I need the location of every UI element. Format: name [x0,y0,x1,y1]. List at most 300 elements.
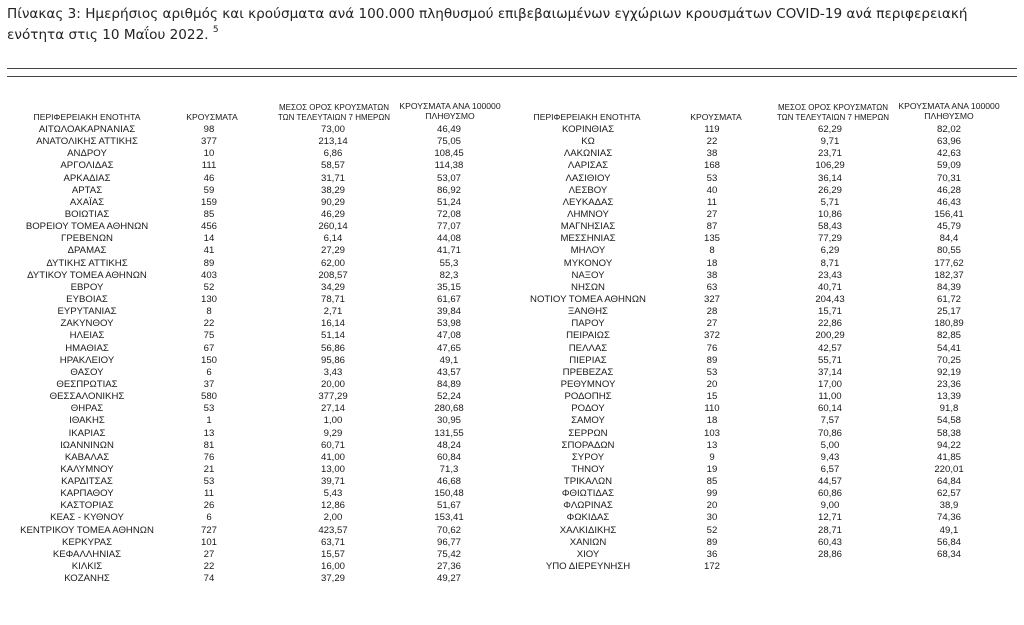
right-per100k-cell: 94,22 [936,439,961,451]
right-per100k-cell: 220,01 [934,463,964,475]
right-region-cell: ΛΕΣΒΟΥ [568,184,608,196]
left-per100k-cell: 72,08 [436,208,461,220]
left-cases-cell: 41 [203,245,215,257]
left-avg7-cell: 13,00 [320,463,345,475]
left-region-cell: ΙΘΑΚΗΣ [69,415,105,427]
right-cases-cell: 327 [703,293,720,305]
left-cases-cell: 76 [203,451,215,463]
left-cases-cell: 52 [203,281,215,293]
left-avg7-cell: 5,43 [323,488,343,500]
right-avg7-cell: 9,00 [820,500,840,512]
right-region-cell: ΠΕΙΡΑΙΩΣ [566,330,610,342]
left-avg7-cell: 12,86 [320,500,345,512]
left-cases-cell: 26 [203,500,215,512]
header-per100k-right [888,102,1010,121]
left-avg7-cell: 27,29 [320,245,345,257]
left-avg7-cell: 37,29 [320,573,345,585]
left-region-cell: ΑΡΚΑΔΙΑΣ [63,172,111,184]
right-per100k-cell: 63,96 [936,136,961,148]
left-cases-cell: 101 [200,536,217,548]
right-avg7-cell: 200,29 [815,330,845,342]
left-per100k-cell: 53,07 [436,172,461,184]
header-region-right: ΠΕΡΙΦΕΡΕΙΑΚΗ ΕΝΟΤΗΤΑ [533,112,641,122]
left-per100k-cell: 39,84 [436,306,461,318]
right-region-cell: ΜΕΣΣΗΝΙΑΣ [560,233,616,245]
left-cases-cell: 22 [203,318,215,330]
left-region-cell: ΘΕΣΠΡΩΤΙΑΣ [56,378,118,390]
header-avg7-right [766,103,900,122]
left-cases-cell: 11 [204,488,214,500]
left-cases-cell: 580 [200,391,217,403]
left-per100k-cell: 153,41 [434,512,464,524]
right-avg7-cell: 28,86 [817,548,842,560]
right-region-cell: ΣΥΡΟΥ [571,451,605,463]
right-per100k-cell: 13,39 [936,391,961,403]
left-avg7-cell: 58,57 [320,160,345,172]
left-per100k-cell: 53,98 [436,318,461,330]
left-per100k-cell: 280,68 [434,403,464,415]
left-avg7-cell: 1,00 [323,415,343,427]
right-cases-cell: 15 [706,391,718,403]
left-per100k-cell: 61,67 [436,293,461,305]
right-avg7-cell: 9,71 [820,136,840,148]
left-cases-cell: 130 [200,293,217,305]
right-avg7-cell: 40,71 [817,281,842,293]
left-cases-cell: 6 [206,366,212,378]
left-avg7-cell: 39,71 [320,476,345,488]
right-region-cell: ΠΙΕΡΙΑΣ [569,354,607,366]
left-per100k-cell: 60,84 [436,451,461,463]
left-per100k-cell: 43,57 [436,366,461,378]
left-avg7-cell: 16,00 [320,561,345,573]
right-per100k-cell: 84,4 [939,233,959,245]
right-region-cell: ΝΑΞΟΥ [571,269,605,281]
left-per100k-cell: 48,24 [436,439,461,451]
right-per100k-cell: 56,84 [936,536,961,548]
left-avg7-cell: 62,00 [320,257,345,269]
left-cases-cell: 8 [206,306,212,318]
header-per100k-line1: ΚΡΟΥΣΜΑΤΑ ΑΝΑ 100000 [399,101,501,111]
right-cases-cell: 89 [706,354,718,366]
left-avg7-cell: 38,29 [320,184,345,196]
right-avg7-cell: 23,71 [817,148,842,160]
right-avg7-cell: 60,14 [817,403,842,415]
left-per100k-cell: 27,36 [436,561,461,573]
right-cases-cell: 9 [709,451,715,463]
left-cases-cell: 37 [203,378,215,390]
right-avg7-cell: 70,86 [817,427,842,439]
right-per100k-cell: 92,19 [936,366,961,378]
right-per100k-cell: 91,8 [939,403,959,415]
header-avg7-line2: ΤΩΝ ΤΕΛΕΥΤΑΙΩΝ 7 ΗΜΕΡΩΝ [776,112,890,122]
left-region-cell: ΚΙΛΚΙΣ [71,561,103,573]
left-cases-cell: 159 [200,196,217,208]
page-title [7,4,1019,46]
left-cases-cell: 727 [200,524,217,536]
left-cases-cell: 98 [203,124,215,135]
right-avg7-cell: 55,71 [817,354,842,366]
footnote-marker: 5 [212,25,219,36]
right-avg7-cell: 17,00 [817,378,842,390]
right-avg7-cell: 77,29 [817,233,842,245]
left-region-cell: ΚΑΡΠΑΘΟΥ [60,488,114,500]
left-cases-cell: 59 [203,184,215,196]
header-per100k-line2: ΠΛΗΘΥΣΜΟ [425,110,475,121]
left-cases-cell: 377 [200,136,217,148]
left-region-cell: ΗΜΑΘΙΑΣ [65,342,109,354]
right-region-cell: ΦΘΙΩΤΙΔΑΣ [561,488,615,500]
right-per100k-cell: 59,09 [936,160,961,172]
left-per100k-cell: 114,38 [434,160,464,172]
left-avg7-cell: 377,29 [318,391,348,403]
left-region-cell: ΕΥΡΥΤΑΝΙΑΣ [57,306,117,318]
right-cases-cell: 172 [703,561,720,573]
left-region-cell: ΚΕΝΤΡΙΚΟΥ ΤΟΜΕΑ ΑΘΗΝΩΝ [20,524,154,536]
right-cases-cell: 85 [706,476,718,488]
right-per100k-cell: 68,34 [936,548,961,560]
right-per100k-cell: 41,85 [936,451,961,463]
right-cases-cell: 53 [706,172,718,184]
left-avg7-cell: 15,57 [320,548,345,560]
title-text: Πίνακας 3: Ημερήσιος αριθμός και κρούσματα ανά 100.000 πληθυσμού επιβεβαιωμένων εγχώριων κρουσμάτων COVID-19 ανά περιφερειακή ενότητα στις 10 Μαΐου 2022. [7,6,968,43]
left-region-cell: ΚΕΡΚΥΡΑΣ [61,536,112,548]
left-avg7-cell: 41,00 [320,451,345,463]
right-region-cell: ΛΑΚΩΝΙΑΣ [563,148,613,160]
right-per100k-cell: 177,62 [934,257,964,269]
left-region-cell: ΘΕΣΣΑΛΟΝΙΚΗΣ [49,391,125,403]
right-cases-cell: 372 [703,330,720,342]
right-cases-cell: 28 [706,306,718,318]
right-cases-cell: 27 [706,208,718,220]
right-avg7-cell: 28,71 [817,524,842,536]
right-cases-cell: 40 [706,184,718,196]
left-per100k-cell: 108,45 [434,148,464,160]
right-region-cell: ΛΑΣΙΘΙΟΥ [565,172,611,184]
right-per100k-cell: 58,38 [936,427,961,439]
top-rule [7,68,1017,69]
left-region-cell: ΒΟΡΕΙΟΥ ΤΟΜΕΑ ΑΘΗΝΩΝ [25,221,149,233]
right-avg7-cell: 5,00 [820,439,840,451]
left-region-cell: ΘΑΣΟΥ [70,366,104,378]
right-cases-cell: 13 [706,439,718,451]
left-per100k-cell: 82,3 [439,269,459,281]
right-region-cell: ΚΟΡΙΝΘΙΑΣ [561,124,615,135]
left-avg7-cell: 63,71 [320,536,345,548]
left-region-cell: ΙΩΑΝΝΙΝΩΝ [60,439,114,451]
right-per100k-cell: 42,63 [936,148,961,160]
right-per100k-cell: 182,37 [934,269,964,281]
right-region-cell: ΣΠΟΡΑΔΩΝ [561,439,615,451]
left-per100k-cell: 35,15 [436,281,461,293]
right-avg7-cell: 42,57 [817,342,842,354]
left-avg7-cell: 423,57 [318,524,348,536]
right-cases-cell: 30 [706,512,718,524]
right-region-cell: ΞΑΝΘΗΣ [568,306,608,318]
right-per100k-cell: 23,36 [936,378,961,390]
right-avg7-cell: 60,86 [817,488,842,500]
right-per100k-cell: 45,79 [936,221,961,233]
right-avg7-cell: 106,29 [815,160,845,172]
right-avg7-cell: 8,71 [820,257,840,269]
right-avg7-cell: 10,86 [817,208,842,220]
right-region-cell: ΥΠΟ ΔΙΕΡΕΥΝΗΣΗ [545,561,631,573]
right-cases-cell: 38 [706,269,718,281]
left-region-cell: ΑΙΤΩΛΟΑΚΑΡΝΑΝΙΑΣ [38,124,136,135]
left-per100k-cell: 44,08 [436,233,461,245]
header-cases-right: ΚΡΟΥΣΜΑΤΑ [690,112,742,122]
right-per100k-cell: 84,39 [936,281,961,293]
right-per100k-cell: 25,17 [936,306,961,318]
right-cases-cell: 89 [706,536,718,548]
left-per100k-cell: 86,92 [436,184,461,196]
right-per100k-cell: 54,58 [936,415,961,427]
right-avg7-cell: 5,71 [820,196,840,208]
left-region-cell: ΕΥΒΟΙΑΣ [66,293,108,305]
left-per100k-cell: 55,3 [439,257,459,269]
left-avg7-cell: 46,29 [320,208,345,220]
left-per100k-cell: 75,05 [436,136,461,148]
left-avg7-cell: 2,00 [323,512,343,524]
left-region-cell: ΘΗΡΑΣ [70,403,104,415]
right-avg7-cell: 9,43 [820,451,840,463]
left-avg7-cell: 56,86 [320,342,345,354]
right-avg7-cell: 22,86 [817,318,842,330]
left-region-cell: ΒΟΙΩΤΙΑΣ [64,208,110,220]
right-region-cell: ΚΩ [581,136,595,148]
right-cases-cell: 110 [704,403,720,415]
left-cases-cell: 75 [203,330,215,342]
right-per100k-cell: 49,1 [939,524,959,536]
left-region-cell: ΗΡΑΚΛΕΙΟΥ [59,354,115,366]
right-per100k-cell: 64,84 [936,476,961,488]
header-per100k-line1: ΚΡΟΥΣΜΑΤΑ ΑΝΑ 100000 [898,101,1000,111]
left-avg7-cell: 208,57 [318,269,348,281]
left-cases-cell: 10 [203,148,215,160]
left-per100k-cell: 46,68 [436,476,461,488]
right-region-cell: ΜΥΚΟΝΟΥ [563,257,613,269]
right-cases-cell: 38 [706,148,718,160]
left-avg7-cell: 16,14 [320,318,345,330]
left-region-cell: ΕΒΡΟΥ [70,281,104,293]
left-region-cell: ΚΕΦΑΛΛΗΝΙΑΣ [52,548,122,560]
right-avg7-cell: 6,29 [820,245,840,257]
left-region-cell: ΚΑΛΥΜΝΟΥ [60,463,114,475]
right-cases-cell: 87 [706,221,718,233]
right-per100k-cell: 80,55 [936,245,961,257]
left-region-cell: ΑΝΑΤΟΛΙΚΗΣ ΑΤΤΙΚΗΣ [36,136,138,148]
right-per100k-cell: 70,31 [936,172,961,184]
left-region-cell: ΔΥΤΙΚΟΥ ΤΟΜΕΑ ΑΘΗΝΩΝ [27,269,147,281]
right-per100k-cell: 54,41 [936,342,961,354]
right-region-cell: ΧΑΝΙΩΝ [569,536,607,548]
left-per100k-cell: 75,42 [436,548,461,560]
left-per100k-cell: 131,55 [434,427,464,439]
right-region-cell: ΛΑΡΙΣΑΣ [567,160,609,172]
right-cases-cell: 18 [706,415,718,427]
right-avg7-cell: 12,71 [817,512,842,524]
left-cases-cell: 6 [206,512,212,524]
left-avg7-cell: 27,14 [320,403,345,415]
right-cases-cell: 119 [704,124,720,135]
left-avg7-cell: 20,00 [320,378,345,390]
right-avg7-cell: 23,43 [817,269,842,281]
right-region-cell: ΠΡΕΒΕΖΑΣ [562,366,614,378]
left-region-cell: ΗΛΕΙΑΣ [69,330,105,342]
left-avg7-cell: 73,00 [320,124,345,135]
right-region-cell: ΧΑΛΚΙΔΙΚΗΣ [559,524,617,536]
left-avg7-cell: 95,86 [320,354,345,366]
header-cases-left: ΚΡΟΥΣΜΑΤΑ [186,112,238,122]
right-per100k-cell: 74,36 [936,512,961,524]
left-cases-cell: 89 [203,257,215,269]
left-region-cell: ΔΡΑΜΑΣ [67,245,107,257]
left-per100k-cell: 70,62 [436,524,461,536]
left-cases-cell: 27 [203,548,215,560]
left-cases-cell: 1 [206,415,212,427]
left-cases-cell: 403 [200,269,217,281]
right-region-cell: ΤΗΝΟΥ [571,463,605,475]
right-cases-cell: 20 [706,500,718,512]
right-cases-cell: 99 [706,488,718,500]
header-per100k-left [392,102,508,121]
header-avg7-line1: ΜΕΣΟΣ ΟΡΟΣ ΚΡΟΥΣΜΑΤΩΝ [278,103,390,112]
right-avg7-cell: 62,29 [817,124,842,135]
right-per100k-cell: 46,28 [936,184,961,196]
right-region-cell: ΦΛΩΡΙΝΑΣ [563,500,613,512]
right-cases-cell: 53 [706,366,718,378]
right-region-cell: ΜΑΓΝΗΣΙΑΣ [560,221,616,233]
left-avg7-cell: 9,29 [323,427,343,439]
left-cases-cell: 85 [203,208,215,220]
left-per100k-cell: 51,67 [436,500,461,512]
left-region-cell: ΑΡΓΟΛΙΔΑΣ [60,160,114,172]
right-avg7-cell: 11,00 [818,391,842,403]
right-cases-cell: 103 [703,427,720,439]
left-avg7-cell: 3,43 [323,366,343,378]
right-cases-cell: 63 [706,281,718,293]
right-cases-cell: 135 [703,233,720,245]
header-per100k-line2: ΠΛΗΘΥΣΜΟ [924,110,974,121]
right-cases-cell: 168 [703,160,720,172]
left-avg7-cell: 90,29 [320,196,345,208]
right-cases-cell: 36 [706,548,718,560]
right-per100k-cell: 62,57 [936,488,961,500]
left-cases-cell: 14 [203,233,215,245]
right-per100k-cell: 61,72 [936,293,961,305]
left-avg7-cell: 51,14 [320,330,345,342]
right-per100k-cell: 46,43 [936,196,961,208]
right-cases-cell: 52 [706,524,718,536]
left-per100k-cell: 52,24 [436,391,461,403]
left-avg7-cell: 78,71 [320,293,345,305]
right-region-cell: ΡΕΘΥΜΝΟΥ [560,378,616,390]
right-avg7-cell: 60,43 [817,536,842,548]
right-region-cell: ΝΟΤΙΟΥ ΤΟΜΕΑ ΑΘΗΝΩΝ [530,293,646,305]
right-cases-cell: 18 [706,257,718,269]
left-cases-cell: 67 [203,342,215,354]
right-avg7-cell: 36,14 [817,172,842,184]
left-per100k-cell: 41,71 [436,245,461,257]
left-per100k-cell: 47,08 [436,330,461,342]
left-cases-cell: 74 [203,573,215,585]
right-cases-cell: 22 [706,136,718,148]
left-cases-cell: 456 [200,221,217,233]
left-per100k-cell: 84,89 [436,378,461,390]
left-region-cell: ΚΕΑΣ - ΚΥΘΝΟΥ [50,512,124,524]
left-per100k-cell: 49,1 [439,354,459,366]
right-avg7-cell: 204,43 [815,293,845,305]
left-cases-cell: 81 [203,439,215,451]
second-rule [7,76,1017,77]
left-region-cell: ΚΑΒΑΛΑΣ [64,451,110,463]
left-per100k-cell: 71,3 [439,463,459,475]
right-avg7-cell: 15,71 [817,306,842,318]
right-cases-cell: 20 [706,378,718,390]
right-region-cell: ΝΗΣΩΝ [571,281,605,293]
left-cases-cell: 46 [203,172,215,184]
right-avg7-cell: 26,29 [817,184,842,196]
right-region-cell: ΣΑΜΟΥ [571,415,605,427]
left-avg7-cell: 60,71 [320,439,345,451]
right-region-cell: ΡΟΔΟΥ [571,403,605,415]
left-per100k-cell: 51,24 [436,196,461,208]
left-cases-cell: 22 [203,561,215,573]
left-cases-cell: 53 [203,476,215,488]
left-region-cell: ΚΟΖΑΝΗΣ [64,573,110,585]
right-avg7-cell: 7,57 [820,415,840,427]
left-avg7-cell: 260,14 [318,221,348,233]
left-avg7-cell: 31,71 [320,172,345,184]
left-per100k-cell: 49,27 [436,573,461,585]
left-per100k-cell: 46,49 [436,124,461,135]
right-per100k-cell: 70,25 [936,354,961,366]
left-per100k-cell: 96,77 [436,536,461,548]
left-cases-cell: 21 [203,463,215,475]
left-avg7-cell: 34,29 [320,281,345,293]
right-region-cell: ΜΗΛΟΥ [570,245,606,257]
left-region-cell: ΑΧΑΪΑΣ [69,196,105,208]
right-per100k-cell: 38,9 [939,500,959,512]
header-avg7-line1: ΜΕΣΟΣ ΟΡΟΣ ΚΡΟΥΣΜΑΤΩΝ [777,103,889,112]
left-region-cell: ΑΝΔΡΟΥ [67,148,107,160]
right-region-cell: ΠΑΡΟΥ [571,318,605,330]
right-region-cell: ΣΕΡΡΩΝ [568,427,608,439]
left-per100k-cell: 150,48 [434,488,464,500]
right-avg7-cell: 44,57 [817,476,842,488]
right-avg7-cell: 6,57 [820,463,840,475]
right-avg7-cell: 58,43 [817,221,842,233]
right-region-cell: ΤΡΙΚΑΛΩΝ [563,476,613,488]
left-cases-cell: 53 [203,403,215,415]
header-region-left: ΠΕΡΙΦΕΡΕΙΑΚΗ ΕΝΟΤΗΤΑ [33,112,141,122]
left-per100k-cell: 47,65 [436,342,461,354]
left-region-cell: ΚΑΣΤΟΡΙΑΣ [60,500,114,512]
right-region-cell: ΡΟΔΟΠΗΣ [564,391,612,403]
right-cases-cell: 76 [706,342,718,354]
right-region-cell: ΧΙΟΥ [576,548,600,560]
left-region-cell: ΙΚΑΡΙΑΣ [68,427,106,439]
left-cases-cell: 111 [201,160,217,172]
right-region-cell: ΛΕΥΚΑΔΑΣ [562,196,614,208]
right-region-cell: ΠΕΛΛΑΣ [568,342,608,354]
left-region-cell: ΑΡΤΑΣ [71,184,103,196]
left-avg7-cell: 6,86 [323,148,343,160]
left-region-cell: ΔΥΤΙΚΗΣ ΑΤΤΙΚΗΣ [46,257,128,269]
right-region-cell: ΦΩΚΙΔΑΣ [566,512,610,524]
right-region-cell: ΛΗΜΝΟΥ [567,208,609,220]
header-avg7-line2: ΤΩΝ ΤΕΛΕΥΤΑΙΩΝ 7 ΗΜΕΡΩΝ [277,112,391,122]
left-region-cell: ΓΡΕΒΕΝΩΝ [61,233,113,245]
